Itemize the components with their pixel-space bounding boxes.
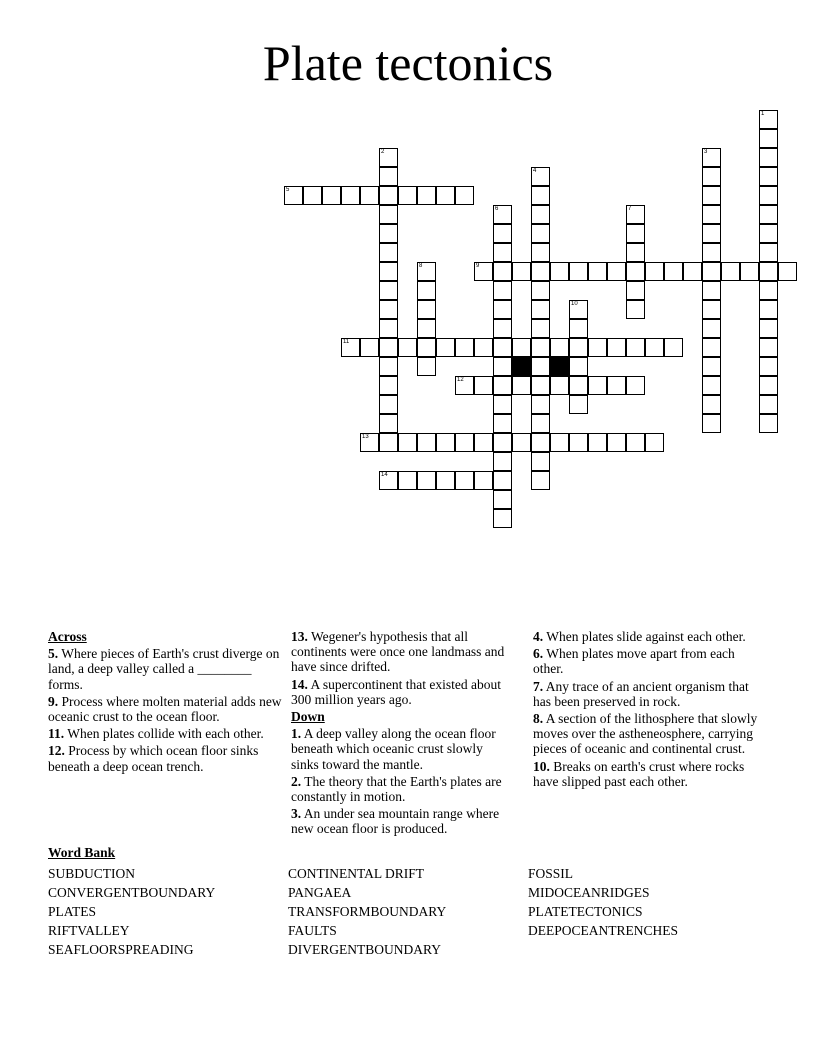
cell-number: 2	[381, 149, 385, 155]
grid-cell[interactable]	[474, 338, 493, 357]
grid-cell[interactable]	[379, 319, 398, 338]
grid-cell[interactable]	[398, 338, 417, 357]
grid-cell[interactable]	[531, 167, 550, 186]
grid-cell[interactable]	[455, 471, 474, 490]
clue-number: 7.	[533, 678, 544, 694]
grid-cell[interactable]	[379, 186, 398, 205]
clue-text: When plates move apart from each other.	[533, 646, 735, 677]
clues-column-1	[48, 629, 284, 776]
grid-cell[interactable]	[493, 452, 512, 471]
grid-cell[interactable]	[474, 471, 493, 490]
clue-text: Where pieces of Earth's crust diverge on land, a deep valley called a ________ forms.	[48, 646, 280, 692]
grid-cell[interactable]	[759, 167, 778, 186]
across-heading: Across	[48, 629, 87, 644]
grid-cell[interactable]	[303, 186, 322, 205]
word-bank-item: SUBDUCTION	[48, 866, 136, 881]
grid-cell[interactable]	[626, 224, 645, 243]
grid-cell[interactable]	[341, 186, 360, 205]
grid-cell[interactable]	[588, 433, 607, 452]
clue-down-1	[291, 726, 514, 772]
grid-cell[interactable]	[379, 281, 398, 300]
grid-cell[interactable]	[455, 186, 474, 205]
clue-text: A section of the lithosphere that slowly moves over the astheneosphere, carrying pieces of oceanic and continental crust.	[533, 711, 758, 757]
grid-cell[interactable]	[664, 262, 683, 281]
grid-cell[interactable]	[379, 395, 398, 414]
cell-number: 7	[628, 206, 632, 212]
grid-cell[interactable]	[417, 319, 436, 338]
cell-number: 10	[571, 301, 578, 307]
grid-cell[interactable]	[531, 357, 550, 376]
word-bank-item: DIVERGENTBOUNDARY	[288, 942, 441, 957]
word-bank-item: TRANSFORMBOUNDARY	[288, 904, 447, 919]
grid-cell[interactable]	[474, 262, 493, 281]
grid-cell[interactable]	[493, 338, 512, 357]
grid-cell[interactable]	[322, 186, 341, 205]
grid-cell[interactable]	[759, 243, 778, 262]
clue-number: 9.	[48, 693, 59, 709]
grid-cell[interactable]	[702, 281, 721, 300]
grid-cell[interactable]	[645, 433, 664, 452]
grid-cell[interactable]	[740, 262, 759, 281]
grid-cell[interactable]	[702, 224, 721, 243]
clue-across-12	[48, 743, 284, 773]
grid-cell[interactable]	[759, 357, 778, 376]
word-bank-item: FAULTS	[288, 923, 337, 938]
clue-number: 3.	[291, 806, 302, 822]
down-heading: Down	[291, 709, 325, 725]
clue-text: Wegener's hypothesis that all continents were once one landmass and have since drifted.	[291, 629, 505, 675]
cell-number: 1	[761, 111, 765, 117]
grid-cell[interactable]	[379, 414, 398, 433]
grid-cell[interactable]	[702, 205, 721, 224]
word-bank-item: CONTINENTAL DRIFT	[288, 866, 425, 881]
clues-column-3	[533, 629, 759, 791]
clue-text: Breaks on earth's crust where rocks have slipped past each other.	[533, 758, 745, 789]
grid-cell[interactable]	[569, 262, 588, 281]
grid-cell[interactable]	[626, 433, 645, 452]
grid-block-cell	[550, 357, 569, 376]
grid-cell[interactable]	[683, 262, 702, 281]
cell-number: 13	[362, 434, 369, 440]
grid-cell[interactable]	[607, 433, 626, 452]
grid-cell[interactable]	[702, 319, 721, 338]
grid-cell[interactable]	[588, 376, 607, 395]
grid-cell[interactable]	[417, 262, 436, 281]
grid-cell[interactable]	[379, 471, 398, 490]
grid-cell[interactable]	[379, 205, 398, 224]
clue-text: Process where molten material adds new oceanic crust to the ocean floor.	[48, 693, 282, 725]
grid-cell[interactable]	[512, 338, 531, 357]
clue-text: Any trace of an ancient organism that has been preserved in rock.	[533, 678, 749, 709]
grid-cell[interactable]	[455, 433, 474, 452]
grid-cell[interactable]	[436, 471, 455, 490]
grid-cell[interactable]	[455, 376, 474, 395]
grid-cell[interactable]	[417, 433, 436, 452]
grid-cell[interactable]	[531, 300, 550, 319]
grid-cell[interactable]	[531, 224, 550, 243]
grid-cell[interactable]	[379, 243, 398, 262]
grid-cell[interactable]	[417, 281, 436, 300]
grid-cell[interactable]	[493, 433, 512, 452]
grid-cell[interactable]	[436, 186, 455, 205]
clue-across-9	[48, 694, 284, 724]
grid-cell[interactable]	[702, 357, 721, 376]
grid-cell[interactable]	[493, 205, 512, 224]
clue-number: 8.	[533, 711, 544, 727]
grid-cell[interactable]	[436, 433, 455, 452]
clue-across-14	[291, 677, 514, 707]
grid-cell[interactable]	[531, 205, 550, 224]
grid-cell[interactable]	[474, 433, 493, 452]
grid-cell[interactable]	[398, 186, 417, 205]
grid-cell[interactable]	[702, 338, 721, 357]
grid-cell[interactable]	[398, 471, 417, 490]
grid-cell[interactable]	[493, 319, 512, 338]
word-bank-item: PANGAEA	[288, 885, 352, 900]
grid-cell[interactable]	[512, 262, 531, 281]
clue-number: 10.	[533, 758, 550, 774]
grid-cell[interactable]	[664, 338, 683, 357]
grid-cell[interactable]	[626, 300, 645, 319]
grid-cell[interactable]	[379, 262, 398, 281]
grid-cell[interactable]	[379, 167, 398, 186]
grid-cell[interactable]	[626, 338, 645, 357]
grid-cell[interactable]	[569, 433, 588, 452]
clue-text: When plates collide with each other.	[67, 726, 264, 742]
cell-number: 5	[286, 187, 290, 193]
clue-down-8	[533, 711, 759, 757]
grid-cell[interactable]	[626, 281, 645, 300]
grid-cell[interactable]	[702, 300, 721, 319]
clue-down-7	[533, 679, 759, 709]
grid-cell[interactable]	[759, 376, 778, 395]
grid-cell[interactable]	[626, 205, 645, 224]
grid-cell[interactable]	[702, 148, 721, 167]
grid-cell[interactable]	[455, 338, 474, 357]
grid-cell[interactable]	[721, 262, 740, 281]
word-bank-item: RIFTVALLEY	[48, 923, 130, 938]
grid-cell[interactable]	[626, 262, 645, 281]
grid-cell[interactable]	[759, 110, 778, 129]
grid-cell[interactable]	[474, 376, 493, 395]
cell-number: 14	[381, 472, 388, 478]
grid-cell[interactable]	[493, 224, 512, 243]
clue-number: 1.	[291, 726, 302, 742]
clue-number: 11.	[48, 726, 65, 742]
clue-down-2	[291, 774, 514, 804]
clue-number: 13.	[291, 629, 308, 644]
grid-cell[interactable]	[569, 395, 588, 414]
grid-cell[interactable]	[759, 319, 778, 338]
grid-cell[interactable]	[759, 395, 778, 414]
clue-number: 5.	[48, 646, 59, 662]
clue-text: Process by which ocean floor sinks beneath a deep ocean trench.	[48, 743, 259, 774]
grid-cell[interactable]	[569, 376, 588, 395]
clues-column-2	[291, 629, 514, 839]
grid-cell[interactable]	[493, 509, 512, 528]
grid-cell[interactable]	[759, 414, 778, 433]
word-bank-item: SEAFLOORSPREADING	[48, 942, 194, 957]
grid-cell[interactable]	[493, 281, 512, 300]
clue-number: 6.	[533, 646, 544, 662]
grid-cell[interactable]	[702, 395, 721, 414]
grid-cell[interactable]	[531, 262, 550, 281]
clue-text: When plates slide against each other.	[546, 629, 746, 644]
grid-cell[interactable]	[645, 262, 664, 281]
grid-cell[interactable]	[531, 243, 550, 262]
grid-cell[interactable]	[493, 243, 512, 262]
cell-number: 11	[343, 339, 350, 345]
grid-cell[interactable]	[569, 357, 588, 376]
grid-cell[interactable]	[360, 338, 379, 357]
clue-text: The theory that the Earth's plates are constantly in motion.	[291, 773, 502, 805]
grid-cell[interactable]	[607, 376, 626, 395]
grid-cell[interactable]	[417, 338, 436, 357]
grid-block-cell	[512, 357, 531, 376]
grid-cell[interactable]	[550, 338, 569, 357]
grid-cell[interactable]	[702, 167, 721, 186]
clue-across-5	[48, 646, 284, 692]
clue-down-10	[533, 759, 759, 789]
grid-cell[interactable]	[493, 357, 512, 376]
grid-cell[interactable]	[759, 186, 778, 205]
grid-cell[interactable]	[531, 186, 550, 205]
grid-cell[interactable]	[531, 471, 550, 490]
grid-cell[interactable]	[588, 338, 607, 357]
grid-cell[interactable]	[531, 452, 550, 471]
grid-cell[interactable]	[436, 338, 455, 357]
grid-cell[interactable]	[702, 243, 721, 262]
word-bank-item: PLATES	[48, 904, 97, 919]
clue-down-3	[291, 806, 514, 836]
grid-cell[interactable]	[493, 471, 512, 490]
grid-cell[interactable]	[341, 338, 360, 357]
clue-text: A supercontinent that existed about 300 million years ago.	[291, 676, 501, 707]
clue-number: 14.	[291, 676, 308, 692]
grid-cell[interactable]	[759, 224, 778, 243]
clue-across-11	[48, 726, 284, 741]
grid-cell[interactable]	[759, 205, 778, 224]
grid-cell[interactable]	[569, 300, 588, 319]
grid-cell[interactable]	[607, 262, 626, 281]
word-bank-item: MIDOCEANRIDGES	[528, 885, 650, 900]
cell-number: 9	[476, 263, 480, 269]
grid-cell[interactable]	[379, 148, 398, 167]
grid-cell[interactable]	[493, 300, 512, 319]
grid-cell[interactable]	[759, 281, 778, 300]
grid-cell[interactable]	[531, 376, 550, 395]
clue-down-6	[533, 646, 759, 676]
grid-cell[interactable]	[531, 281, 550, 300]
grid-cell[interactable]	[626, 243, 645, 262]
cell-number: 3	[704, 149, 708, 155]
grid-cell[interactable]	[379, 376, 398, 395]
grid-cell[interactable]	[759, 262, 778, 281]
word-bank-column-1	[48, 864, 215, 959]
grid-cell[interactable]	[759, 129, 778, 148]
clue-text: A deep valley along the ocean floor beneath which oceanic crust slowly sinks toward the mantle.	[291, 726, 496, 772]
grid-cell[interactable]	[702, 186, 721, 205]
grid-cell[interactable]	[569, 319, 588, 338]
clue-down-4	[533, 629, 759, 644]
grid-cell[interactable]	[512, 376, 531, 395]
grid-cell[interactable]	[493, 262, 512, 281]
grid-cell[interactable]	[379, 433, 398, 452]
grid-cell[interactable]	[417, 186, 436, 205]
clue-number: 4.	[533, 629, 544, 644]
grid-cell[interactable]	[550, 262, 569, 281]
cell-number: 12	[457, 377, 464, 383]
grid-cell[interactable]	[569, 338, 588, 357]
grid-cell[interactable]	[531, 414, 550, 433]
grid-cell[interactable]	[493, 414, 512, 433]
grid-cell[interactable]	[360, 433, 379, 452]
clue-number: 12.	[48, 743, 65, 759]
grid-cell[interactable]	[512, 433, 531, 452]
cell-number: 8	[419, 263, 423, 269]
word-bank-item: DEEPOCEANTRENCHES	[528, 923, 679, 938]
grid-cell[interactable]	[398, 433, 417, 452]
grid-cell[interactable]	[759, 338, 778, 357]
grid-cell[interactable]	[379, 224, 398, 243]
word-bank-column-3	[528, 864, 678, 940]
grid-cell[interactable]	[493, 490, 512, 509]
clue-across-13	[291, 629, 514, 675]
grid-cell[interactable]	[284, 186, 303, 205]
grid-cell[interactable]	[550, 376, 569, 395]
grid-cell[interactable]	[778, 262, 797, 281]
page-title: Plate tectonics	[262, 35, 554, 91]
grid-cell[interactable]	[493, 395, 512, 414]
grid-cell[interactable]	[702, 376, 721, 395]
cell-number: 4	[533, 168, 537, 174]
grid-cell[interactable]	[626, 376, 645, 395]
grid-cell[interactable]	[417, 357, 436, 376]
grid-cell[interactable]	[702, 414, 721, 433]
grid-cell[interactable]	[588, 262, 607, 281]
grid-cell[interactable]	[493, 376, 512, 395]
grid-cell[interactable]	[379, 357, 398, 376]
grid-cell[interactable]	[417, 300, 436, 319]
grid-cell[interactable]	[531, 319, 550, 338]
grid-cell[interactable]	[379, 300, 398, 319]
grid-cell[interactable]	[759, 148, 778, 167]
grid-cell[interactable]	[360, 186, 379, 205]
grid-cell[interactable]	[702, 262, 721, 281]
grid-cell[interactable]	[607, 338, 626, 357]
clue-text: An under sea mountain range where new ocean floor is produced.	[291, 806, 500, 837]
grid-cell[interactable]	[531, 395, 550, 414]
grid-cell[interactable]	[379, 338, 398, 357]
grid-cell[interactable]	[550, 433, 569, 452]
grid-cell[interactable]	[759, 300, 778, 319]
grid-cell[interactable]	[417, 471, 436, 490]
grid-cell[interactable]	[531, 433, 550, 452]
grid-cell[interactable]	[645, 338, 664, 357]
word-bank-heading: Word Bank	[48, 845, 116, 860]
word-bank-item: PLATETECTONICS	[528, 904, 643, 919]
word-bank-item: FOSSIL	[528, 866, 574, 881]
grid-cell[interactable]	[531, 338, 550, 357]
word-bank-item: CONVERGENTBOUNDARY	[48, 885, 216, 900]
clue-number: 2.	[291, 773, 302, 789]
cell-number: 6	[495, 206, 499, 212]
word-bank-column-2	[288, 864, 446, 959]
